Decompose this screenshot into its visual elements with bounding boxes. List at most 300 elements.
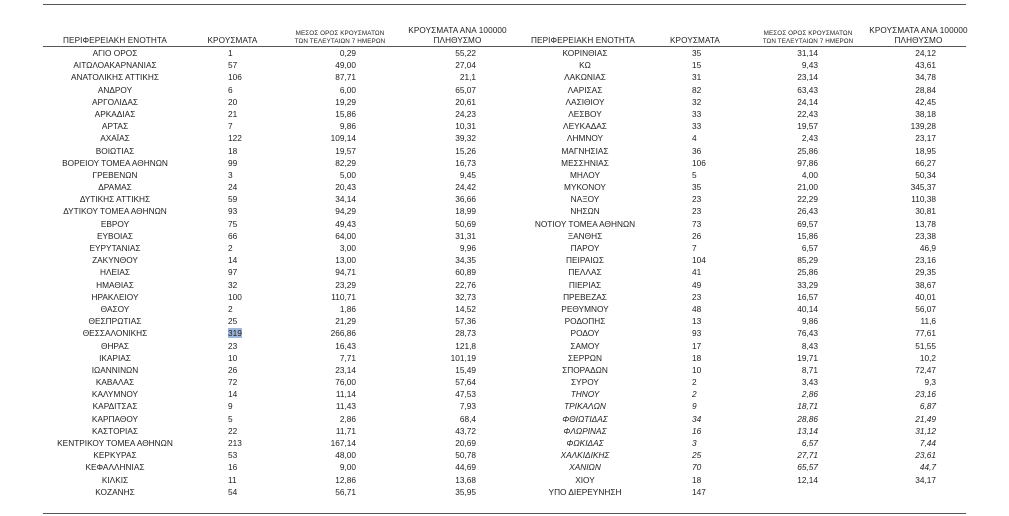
cases-cell: 7 bbox=[692, 243, 697, 253]
header-per100k-right-line1: ΚΡΟΥΣΜΑΤΑ ΑΝΑ 100000 bbox=[869, 26, 968, 35]
cases-cell: 2 bbox=[692, 377, 697, 388]
header-per100k-left-text bbox=[408, 26, 506, 45]
cases-cell: 4 bbox=[692, 133, 697, 144]
per100k-cell: 66,27 bbox=[915, 157, 936, 168]
avg-cell: 21,29 bbox=[335, 316, 356, 327]
header-avg-left-line1: ΜΕΣΟΣ ΟΡΟΣ ΚΡΟΥΣΜΑΤΩΝ bbox=[295, 30, 385, 37]
avg-cell: 23,14 bbox=[335, 364, 356, 375]
avg-cell: 82,29 bbox=[335, 157, 356, 168]
cases-cell: 93 bbox=[228, 206, 238, 217]
cases-cell: 70 bbox=[692, 462, 702, 473]
avg-cell: 266,86 bbox=[330, 328, 356, 339]
avg-cell: 6,57 bbox=[801, 243, 818, 253]
per100k-cell: 24,12 bbox=[915, 48, 936, 58]
cases-cell: 72 bbox=[228, 377, 238, 388]
region-cell: ΑΧΑΪΑΣ bbox=[100, 133, 130, 144]
per100k-cell: 10,31 bbox=[455, 121, 476, 132]
per100k-cell: 50,34 bbox=[915, 169, 936, 180]
per100k-cell: 34,78 bbox=[915, 72, 936, 83]
avg-cell: 3,43 bbox=[801, 377, 818, 388]
avg-cell: 19,71 bbox=[797, 352, 818, 363]
cases-cell: 122 bbox=[228, 133, 242, 144]
cases-cell: 49 bbox=[692, 279, 702, 290]
cases-cell: 31 bbox=[692, 72, 702, 83]
region-cell: ΒΟΡΕΙΟΥ ΤΟΜΕΑ ΑΘΗΝΩΝ bbox=[62, 157, 168, 168]
table-row bbox=[0, 193, 1009, 205]
region-cell: ΑΡΤΑΣ bbox=[101, 121, 129, 132]
avg-cell: 94,29 bbox=[335, 206, 356, 217]
per100k-cell: 21,49 bbox=[915, 413, 936, 424]
region-cell: ΑΙΤΩΛΟΑΚΑΡΝΑΝΙΑΣ bbox=[73, 60, 157, 71]
per100k-cell: 23,16 bbox=[915, 389, 936, 400]
region-cell: ΙΚΑΡΙΑΣ bbox=[99, 352, 131, 363]
table-bottom-rule bbox=[43, 513, 966, 514]
per100k-cell: 38,18 bbox=[915, 108, 936, 119]
region-cell: ΠΙΕΡΙΑΣ bbox=[568, 279, 602, 290]
region-cell: ΛΑΡΙΣΑΣ bbox=[567, 84, 603, 95]
cases-cell: 106 bbox=[228, 72, 242, 83]
region-cell: ΞΑΝΘΗΣ bbox=[567, 230, 603, 241]
per100k-cell: 20,61 bbox=[455, 96, 476, 107]
cases-cell: 93 bbox=[692, 328, 702, 339]
per100k-cell: 345,37 bbox=[910, 182, 936, 193]
per100k-cell: 68,4 bbox=[459, 413, 476, 424]
region-cell: ΛΕΣΒΟΥ bbox=[568, 108, 602, 119]
region-cell: ΧΙΟΥ bbox=[575, 474, 595, 485]
region-cell: ΘΗΡΑΣ bbox=[100, 340, 130, 351]
table-row bbox=[0, 120, 1009, 132]
region-cell: ΕΥΡΥΤΑΝΙΑΣ bbox=[89, 243, 141, 253]
per100k-cell: 31,31 bbox=[455, 230, 476, 241]
avg-cell: 48,00 bbox=[335, 450, 356, 461]
per100k-cell: 24,23 bbox=[455, 108, 476, 119]
header-avg-left-text bbox=[295, 30, 386, 45]
per100k-cell: 15,26 bbox=[455, 145, 476, 156]
region-cell: ΑΓΙΟ ΟΡΟΣ bbox=[92, 48, 138, 58]
cases-cell: 32 bbox=[692, 96, 702, 107]
table-row bbox=[0, 340, 1009, 352]
per100k-cell: 34,35 bbox=[455, 255, 476, 266]
per100k-cell: 20,69 bbox=[455, 438, 476, 448]
cases-cell: 2 bbox=[228, 303, 233, 314]
table-row bbox=[0, 59, 1009, 71]
cases-cell: 23 bbox=[692, 194, 702, 205]
cases-cell: 36 bbox=[692, 145, 702, 156]
cases-cell: 3 bbox=[692, 438, 697, 448]
cases-cell: 54 bbox=[228, 486, 238, 497]
region-cell: ΣΥΡΟΥ bbox=[571, 377, 599, 388]
per100k-cell: 10,2 bbox=[919, 352, 936, 363]
avg-cell: 94,71 bbox=[335, 267, 356, 278]
per100k-cell: 56,07 bbox=[915, 303, 936, 314]
avg-cell: 76,00 bbox=[335, 377, 356, 388]
region-cell: ΛΕΥΚΑΔΑΣ bbox=[563, 121, 607, 132]
per100k-cell: 16,73 bbox=[455, 157, 476, 168]
avg-cell: 56,71 bbox=[335, 486, 356, 497]
per100k-cell: 34,17 bbox=[915, 474, 936, 485]
region-cell: ΚΑΒΑΛΑΣ bbox=[95, 377, 135, 388]
per100k-cell: 11,6 bbox=[920, 316, 936, 327]
per100k-cell: 7,44 bbox=[919, 438, 936, 448]
per100k-cell: 28,73 bbox=[455, 328, 476, 339]
region-cell: ΛΗΜΝΟΥ bbox=[566, 133, 604, 144]
per100k-cell: 72,47 bbox=[915, 364, 936, 375]
avg-cell: 109,14 bbox=[330, 133, 356, 144]
table-row bbox=[0, 461, 1009, 473]
cases-cell: 147 bbox=[692, 486, 706, 497]
per100k-cell: 77,61 bbox=[915, 328, 936, 339]
per100k-cell: 43,61 bbox=[915, 60, 936, 71]
region-cell: ΚΩ bbox=[579, 60, 591, 71]
per100k-cell: 22,76 bbox=[455, 279, 476, 290]
avg-cell: 9,43 bbox=[801, 60, 818, 71]
per100k-cell: 44,69 bbox=[455, 462, 476, 473]
per100k-cell: 23,61 bbox=[915, 450, 936, 461]
cases-cell: 99 bbox=[228, 157, 238, 168]
avg-cell: 8,43 bbox=[801, 340, 818, 351]
table-row bbox=[0, 145, 1009, 157]
per100k-cell: 7,93 bbox=[459, 401, 476, 412]
table-row bbox=[0, 279, 1009, 291]
cases-cell: 5 bbox=[692, 169, 697, 180]
avg-cell: 1,86 bbox=[339, 303, 356, 314]
region-cell: ΠΑΡΟΥ bbox=[570, 243, 600, 253]
table-row bbox=[0, 205, 1009, 217]
avg-cell: 4,00 bbox=[801, 169, 818, 180]
region-cell: ΕΒΡΟΥ bbox=[100, 218, 130, 229]
per100k-cell: 121,8 bbox=[455, 340, 476, 351]
region-cell: ΗΛΕΙΑΣ bbox=[99, 267, 131, 278]
header-region-left bbox=[50, 21, 180, 45]
per100k-cell: 32,73 bbox=[455, 291, 476, 302]
region-cell: ΝΟΤΙΟΥ ΤΟΜΕΑ ΑΘΗΝΩΝ bbox=[534, 218, 636, 229]
per100k-cell: 36,66 bbox=[455, 194, 476, 205]
region-cell: ΚΑΛΥΜΝΟΥ bbox=[91, 389, 139, 400]
per100k-cell: 23,17 bbox=[915, 133, 936, 144]
region-cell: ΔΡΑΜΑΣ bbox=[98, 182, 132, 193]
table-row bbox=[0, 230, 1009, 242]
per100k-cell: 9,45 bbox=[459, 169, 476, 180]
avg-cell: 22,43 bbox=[797, 108, 818, 119]
region-cell: ΜΥΚΟΝΟΥ bbox=[564, 182, 606, 193]
cases-cell: 106 bbox=[692, 157, 706, 168]
avg-cell: 9,86 bbox=[801, 316, 818, 327]
cases-cell: 53 bbox=[228, 450, 238, 461]
region-cell: ΔΥΤΙΚΟΥ ΤΟΜΕΑ ΑΘΗΝΩΝ bbox=[63, 206, 167, 217]
region-cell: ΠΡΕΒΕΖΑΣ bbox=[563, 291, 607, 302]
cases-cell: 26 bbox=[228, 364, 238, 375]
cases-cell: 10 bbox=[692, 364, 702, 375]
header-cases-right bbox=[660, 21, 730, 45]
cases-cell: 24 bbox=[228, 182, 238, 193]
table-row bbox=[0, 303, 1009, 315]
region-cell: ΡΕΘΥΜΝΟΥ bbox=[561, 303, 609, 314]
region-cell: ΠΕΙΡΑΙΩΣ bbox=[566, 255, 604, 266]
header-cases-left-text: ΚΡΟΥΣΜΑΤΑ bbox=[207, 35, 258, 45]
table-row bbox=[0, 352, 1009, 364]
region-cell: ΕΥΒΟΙΑΣ bbox=[96, 230, 134, 241]
region-cell: ΚΑΣΤΟΡΙΑΣ bbox=[91, 425, 139, 436]
cases-cell: 35 bbox=[692, 48, 702, 58]
per100k-cell: 57,64 bbox=[455, 377, 476, 388]
region-cell: ΑΝΔΡΟΥ bbox=[97, 84, 133, 95]
avg-cell: 20,43 bbox=[335, 182, 356, 193]
per100k-cell: 9,96 bbox=[459, 243, 476, 253]
avg-cell: 33,29 bbox=[797, 279, 818, 290]
cases-cell: 22 bbox=[228, 425, 238, 436]
header-per100k-left bbox=[405, 14, 510, 45]
per100k-cell: 38,67 bbox=[915, 279, 936, 290]
region-cell: ΥΠΟ ΔΙΕΡΕΥΝΗΣΗ bbox=[548, 486, 622, 497]
avg-cell: 13,14 bbox=[797, 425, 818, 436]
avg-cell: 63,43 bbox=[797, 84, 818, 95]
region-cell: ΜΑΓΝΗΣΙΑΣ bbox=[561, 145, 609, 156]
cases-cell: 82 bbox=[692, 84, 702, 95]
avg-cell: 16,43 bbox=[335, 340, 356, 351]
avg-cell: 18,71 bbox=[797, 401, 818, 412]
avg-cell: 19,29 bbox=[335, 96, 356, 107]
per100k-cell: 23,16 bbox=[915, 255, 936, 266]
per100k-cell: 31,12 bbox=[915, 425, 936, 436]
table-row bbox=[0, 291, 1009, 303]
avg-cell: 65,57 bbox=[797, 462, 818, 473]
per100k-cell: 46,9 bbox=[919, 243, 936, 253]
table-row bbox=[0, 400, 1009, 412]
cases-cell: 34 bbox=[692, 413, 702, 424]
per100k-cell: 55,22 bbox=[455, 48, 476, 58]
avg-cell: 23,14 bbox=[797, 72, 818, 83]
cases-cell: 20 bbox=[228, 96, 238, 107]
region-cell: ΣΠΟΡΑΔΩΝ bbox=[562, 364, 608, 375]
per100k-cell: 50,69 bbox=[455, 218, 476, 229]
cases-cell: 18 bbox=[692, 474, 702, 485]
region-cell: ΤΡΙΚΑΛΩΝ bbox=[564, 401, 606, 412]
header-avg-right-text bbox=[763, 30, 854, 45]
region-cell: ΦΛΩΡΙΝΑΣ bbox=[563, 425, 607, 436]
avg-cell: 25,86 bbox=[797, 145, 818, 156]
region-cell: ΜΕΣΣΗΝΙΑΣ bbox=[561, 157, 609, 168]
cases-cell: 57 bbox=[228, 60, 238, 71]
per100k-cell: 18,99 bbox=[455, 206, 476, 217]
table-row bbox=[0, 181, 1009, 193]
cases-cell: 75 bbox=[228, 218, 238, 229]
cases-cell: 18 bbox=[692, 352, 702, 363]
table-row bbox=[0, 315, 1009, 327]
avg-cell: 15,86 bbox=[335, 108, 356, 119]
cases-cell: 104 bbox=[692, 255, 706, 266]
region-cell: ΝΑΞΟΥ bbox=[570, 194, 600, 205]
table-row bbox=[0, 376, 1009, 388]
region-cell: ΗΜΑΘΙΑΣ bbox=[96, 279, 134, 290]
cases-cell: 23 bbox=[692, 291, 702, 302]
avg-cell: 0,29 bbox=[339, 48, 356, 58]
avg-cell: 85,29 bbox=[797, 255, 818, 266]
table-row bbox=[0, 425, 1009, 437]
avg-cell: 49,43 bbox=[335, 218, 356, 229]
header-avg-left bbox=[285, 21, 395, 45]
avg-cell: 110,71 bbox=[331, 291, 356, 302]
per100k-cell: 30,81 bbox=[915, 206, 936, 217]
per100k-cell: 43,72 bbox=[455, 425, 476, 436]
region-cell: ΗΡΑΚΛΕΙΟΥ bbox=[91, 291, 139, 302]
right-table-body bbox=[0, 47, 1009, 498]
cases-cell: 14 bbox=[228, 389, 238, 400]
cases-cell: 2 bbox=[692, 389, 697, 400]
cases-cell: 14 bbox=[228, 255, 238, 266]
per100k-cell: 28,84 bbox=[915, 84, 936, 95]
table-row bbox=[0, 71, 1009, 83]
cases-cell: 73 bbox=[692, 218, 702, 229]
table-row bbox=[0, 413, 1009, 425]
region-cell: ΚΙΛΚΙΣ bbox=[101, 474, 129, 485]
cases-cell: 213 bbox=[228, 438, 242, 448]
region-cell: ΘΕΣΣΑΛΟΝΙΚΗΣ bbox=[82, 328, 148, 339]
per100k-cell: 47,53 bbox=[455, 389, 476, 400]
region-cell: ΑΡΚΑΔΙΑΣ bbox=[94, 108, 136, 119]
cases-cell: 16 bbox=[228, 462, 238, 473]
header-avg-left-line2: ΤΩΝ ΤΕΛΕΥΤΑΙΩΝ 7 ΗΜΕΡΩΝ bbox=[294, 37, 386, 45]
avg-cell: 13,00 bbox=[335, 255, 356, 266]
cases-cell: 33 bbox=[692, 121, 702, 132]
avg-cell: 11,71 bbox=[335, 425, 356, 436]
region-cell: ΡΟΔΟΠΗΣ bbox=[564, 316, 606, 327]
region-cell: ΘΑΣΟΥ bbox=[100, 303, 130, 314]
avg-cell: 76,43 bbox=[797, 328, 818, 339]
avg-cell: 21,00 bbox=[797, 182, 818, 193]
avg-cell: 11,43 bbox=[335, 401, 356, 412]
avg-cell: 27,71 bbox=[797, 450, 818, 461]
per100k-cell: 14,52 bbox=[455, 303, 476, 314]
cases-cell: 23 bbox=[228, 340, 238, 351]
cases-cell: 6 bbox=[228, 84, 233, 95]
header-cases-right-text: ΚΡΟΥΣΜΑΤΑ bbox=[670, 35, 720, 45]
region-cell: ΚΟΖΑΝΗΣ bbox=[95, 486, 135, 497]
region-cell: ΔΥΤΙΚΗΣ ΑΤΤΙΚΗΣ bbox=[79, 194, 151, 205]
region-cell: ΡΟΔΟΥ bbox=[570, 328, 600, 339]
avg-cell: 11,14 bbox=[335, 389, 356, 400]
region-cell: ΧΑΛΚΙΔΙΚΗΣ bbox=[560, 450, 610, 461]
table-row bbox=[0, 254, 1009, 266]
region-cell: ΠΕΛΛΑΣ bbox=[568, 267, 602, 278]
per100k-cell: 15,49 bbox=[455, 364, 476, 375]
cases-cell: 23 bbox=[692, 206, 702, 217]
region-cell: ΘΕΣΠΡΩΤΙΑΣ bbox=[88, 316, 142, 327]
cases-cell: 11 bbox=[228, 474, 237, 485]
table-row bbox=[0, 327, 1009, 339]
header-avg-right bbox=[752, 21, 864, 45]
cases-cell: 66 bbox=[228, 230, 238, 241]
avg-cell: 19,57 bbox=[335, 145, 356, 156]
table-row bbox=[0, 84, 1009, 96]
cases-cell: 9 bbox=[228, 401, 233, 412]
cases-cell: 10 bbox=[228, 352, 238, 363]
region-cell: ΚΕΝΤΡΙΚΟΥ ΤΟΜΕΑ ΑΘΗΝΩΝ bbox=[57, 438, 173, 448]
header-region-right-text: ΠΕΡΙΦΕΡΕΙΑΚΗ ΕΝΟΤΗΤΑ bbox=[531, 35, 635, 45]
avg-cell: 40,14 bbox=[797, 303, 818, 314]
region-cell: ΚΕΦΑΛΛΗΝΙΑΣ bbox=[85, 462, 145, 473]
per100k-cell: 50,78 bbox=[455, 450, 476, 461]
avg-cell: 23,29 bbox=[335, 279, 356, 290]
selected-cell-highlight[interactable]: 319 bbox=[228, 328, 242, 339]
avg-cell: 7,71 bbox=[339, 352, 356, 363]
cases-cell: 5 bbox=[228, 413, 233, 424]
per100k-cell: 6,87 bbox=[919, 401, 936, 412]
header-avg-right-line2: ΤΩΝ ΤΕΛΕΥΤΑΙΩΝ 7 ΗΜΕΡΩΝ bbox=[762, 37, 854, 45]
region-cell: ΣΑΜΟΥ bbox=[570, 340, 600, 351]
avg-cell: 167,14 bbox=[330, 438, 356, 448]
per100k-cell: 27,04 bbox=[455, 60, 476, 71]
region-cell: ΓΡΕΒΕΝΩΝ bbox=[92, 169, 138, 180]
avg-cell: 31,14 bbox=[797, 48, 818, 58]
header-region-right bbox=[518, 21, 648, 45]
cases-cell: 97 bbox=[228, 267, 238, 278]
cases-cell: 17 bbox=[692, 340, 702, 351]
table-row bbox=[0, 486, 1009, 498]
avg-cell: 2,43 bbox=[801, 133, 818, 144]
cases-cell: 16 bbox=[692, 425, 702, 436]
header-per100k-right-line2: ΠΛΗΘΥΣΜΟ bbox=[894, 35, 943, 45]
region-cell: ΖΑΚΥΝΘΟΥ bbox=[92, 255, 138, 266]
cases-cell: 35 bbox=[692, 182, 702, 193]
per100k-cell: 21,1 bbox=[459, 72, 476, 83]
per100k-cell: 13,78 bbox=[915, 218, 936, 229]
per100k-cell: 42,45 bbox=[915, 96, 936, 107]
avg-cell: 25,86 bbox=[797, 267, 818, 278]
per100k-cell: 101,19 bbox=[450, 352, 476, 363]
region-cell: ΦΩΚΙΔΑΣ bbox=[566, 438, 604, 448]
per100k-cell: 24,42 bbox=[455, 182, 476, 193]
cases-cell: 1 bbox=[228, 48, 233, 58]
cases-cell: 59 bbox=[228, 194, 238, 205]
per100k-cell: 13,68 bbox=[455, 474, 476, 485]
per100k-cell: 29,35 bbox=[915, 267, 936, 278]
table-row bbox=[0, 388, 1009, 400]
avg-cell: 28,86 bbox=[797, 413, 818, 424]
cases-cell: 21 bbox=[228, 108, 238, 119]
header-per100k-left-line1: ΚΡΟΥΣΜΑΤΑ ΑΝΑ 100000 bbox=[408, 26, 507, 35]
region-cell: ΚΑΡΔΙΤΣΑΣ bbox=[92, 401, 138, 412]
table-row bbox=[0, 132, 1009, 144]
region-cell: ΜΗΛΟΥ bbox=[570, 169, 600, 180]
header-cases-left bbox=[200, 21, 265, 45]
avg-cell: 6,57 bbox=[801, 438, 818, 448]
region-cell: ΦΘΙΩΤΙΔΑΣ bbox=[562, 413, 608, 424]
header-region-left-text: ΠΕΡΙΦΕΡΕΙΑΚΗ ΕΝΟΤΗΤΑ bbox=[63, 35, 167, 45]
avg-cell: 24,14 bbox=[797, 96, 818, 107]
per100k-cell: 139,28 bbox=[910, 121, 936, 132]
avg-cell: 26,43 bbox=[797, 206, 818, 217]
table-row bbox=[0, 242, 1009, 254]
cases-cell: 15 bbox=[692, 60, 702, 71]
cases-cell: 48 bbox=[692, 303, 702, 314]
region-cell: ΛΑΣΙΘΙΟΥ bbox=[565, 96, 605, 107]
per100k-cell: 35,95 bbox=[455, 486, 476, 497]
cases-cell: 32 bbox=[228, 279, 238, 290]
avg-cell: 69,57 bbox=[797, 218, 818, 229]
avg-cell: 8,71 bbox=[801, 364, 818, 375]
table-row bbox=[0, 169, 1009, 181]
region-cell: ΤΗΝΟΥ bbox=[570, 389, 600, 400]
table-row bbox=[0, 218, 1009, 230]
cases-cell: 9 bbox=[692, 401, 697, 412]
table-row bbox=[0, 108, 1009, 120]
per100k-cell: 18,95 bbox=[915, 145, 936, 156]
header-avg-right-line1: ΜΕΣΟΣ ΟΡΟΣ ΚΡΟΥΣΜΑΤΩΝ bbox=[763, 30, 853, 37]
avg-cell: 15,86 bbox=[797, 230, 818, 241]
avg-cell: 2,86 bbox=[339, 413, 356, 424]
per100k-cell: 39,32 bbox=[455, 133, 476, 144]
cases-cell: 18 bbox=[228, 145, 238, 156]
